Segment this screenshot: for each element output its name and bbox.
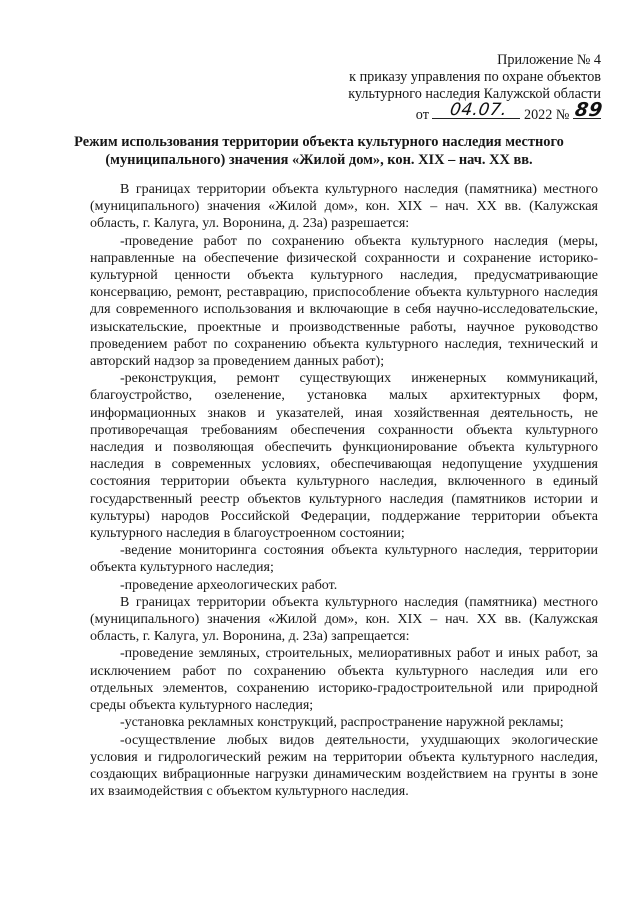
document-title: Режим использования территории объекта культурного наследия местного (муниципального) значения «Жилой дом», кон. XIX – нач. XX вв. bbox=[74, 134, 564, 168]
number-label: № bbox=[555, 106, 570, 123]
appendix-date-line bbox=[348, 99, 605, 124]
paragraph-ecology: -осуществление любых видов деятельности, ухудшающих экологические условия и гидрологический режим на территории объекта культурного наследия, создающих вибрационные нагрузки динамическим воздействием на грунты в зоне их взаимодействия с объектом культурного наследия. bbox=[90, 732, 598, 800]
handwritten-number: 89 bbox=[573, 99, 605, 122]
appendix-order-line: к приказу управления по охране объектов bbox=[349, 69, 601, 86]
paragraph-preservation-works: -проведение работ по сохранению объекта культурного наследия (меры, направленные на обеспечение физической сохранности и сохранение историко-культурной ценности объекта культурного наследия, предусматривающие консервацию, ремонт, реставрацию, приспособление объекта культурного наследия для современного использования и включающие в себя научно-исследовательские, изыскательские, проектные и производственные работы, научное руководство проведением работ по сохранению объекта культурного наследия, технический и авторский надзор за проведением данных работ); bbox=[90, 233, 598, 370]
handwritten-date: 04.07. bbox=[449, 100, 510, 121]
paragraph-archaeology: -проведение археологических работ. bbox=[120, 577, 338, 593]
number-field bbox=[573, 99, 605, 122]
paragraph-advertising: -установка рекламных конструкций, распространение наружной рекламы; bbox=[120, 715, 564, 731]
year-value: 2022 bbox=[523, 106, 553, 123]
appendix-department-line: культурного наследия Калужской области bbox=[348, 86, 601, 103]
appendix-title: Приложение № 4 bbox=[497, 52, 601, 68]
paragraph-reconstruction: -реконструкция, ремонт существующих инженерных коммуникаций, благоустройство, озеленение, установка малых архитектурных форм, информационных знаков и указателей, иная хозяйственная деятельность, не противоречащая требованиям обеспечения сохранности объекта культурного наследия и позволяющая обеспечить функционирование объекта культурного наследия в современных условиях, обеспечивающая недопущение ухудшения состояния территории объекта культурного наследия, включенного в единый государственный реестр объектов культурного наследия (памятников истории и культуры) народов Российской Федерации, поддержание территории объекта культурного наследия в благоустроенном состоянии; bbox=[90, 371, 598, 542]
paragraph-earthworks: -проведение земляных, строительных, мелиоративных работ и иных работ, за исключением работ по сохранению объекта культурного наследия или его отдельных элементов, сохранению историко-градостроительной или природной среды объекта культурного наследия; bbox=[90, 646, 598, 714]
from-label: от bbox=[415, 106, 429, 123]
paragraph-permitted-intro: В границах территории объекта культурного наследия (памятника) местного (муниципального) значения «Жилой дом», кон. XIX – нач. XX вв. (Калужская область, г. Калуга, ул. Воронина, д. 23а) разрешается: bbox=[90, 182, 598, 232]
document-body bbox=[90, 181, 598, 800]
paragraph-prohibited-intro: В границах территории объекта культурного наследия (памятника) местного (муниципального) значения «Жилой дом», кон. XIX – нач. XX вв. (Калужская область, г. Калуга, ул. Воронина, д. 23а) запрещается: bbox=[90, 594, 598, 645]
appendix-header bbox=[348, 52, 605, 124]
paragraph-monitoring: -ведение мониторинга состояния объекта культурного наследия, территории объекта культурного наследия; bbox=[90, 543, 598, 576]
date-field bbox=[432, 100, 520, 121]
